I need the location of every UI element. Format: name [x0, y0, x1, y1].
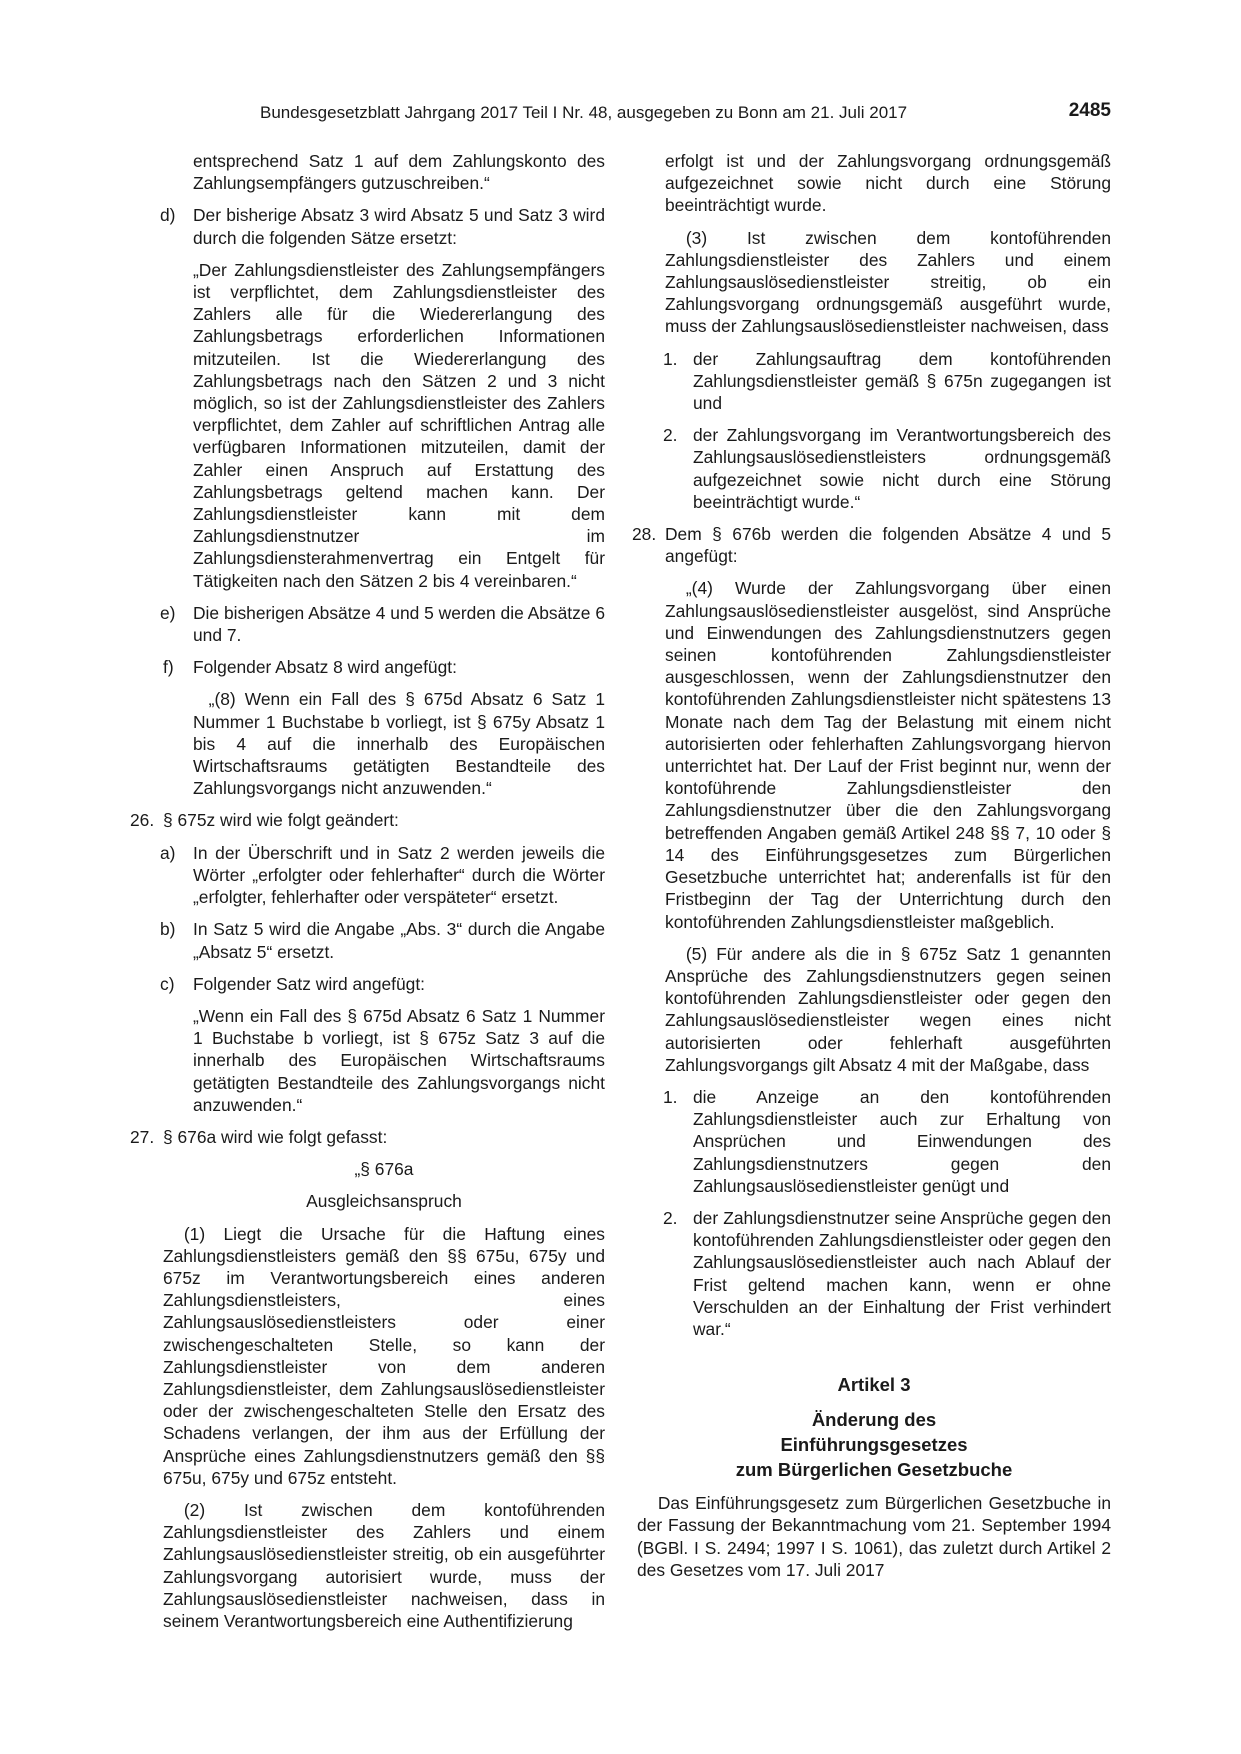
continued-text: erfolgt ist und der Zahlungsvorgang ordnungsgemäß aufgezeichnet sowie nicht durch eine Störung beeinträchtigt wurde.: [665, 151, 1111, 216]
left-column: [130, 150, 605, 1642]
item-label: b): [160, 919, 176, 940]
paragraph-5: (5) Für andere als die in § 675z Satz 1 genannten Ansprüche des Zahlungsdienstnutzers gegen seinen kontoführenden Zahlungsdienstleister oder gegen den Zahlungsauslösedienstleister wegen eines nicht autorisierten oder fehlerhaft ausgeführten Zahlungsvorgangs gilt Absatz 4 mit der Maßgabe, dass: [665, 943, 1111, 1075]
quoted-text: „(8) Wenn ein Fall des § 675d Absatz 6 Satz 1 Nummer 1 Buchstabe b vorliegt, ist § 675y Absatz 1 bis 4 auf die innerhalb des Europäischen Wirtschaftsraums getätigten Bestandteile des Zahlungsvorgangs nicht anzuwenden.“: [193, 689, 605, 799]
list-item-26a: [130, 842, 605, 909]
section-number: „§ 676a: [354, 1159, 414, 1180]
item-label: 26.: [130, 810, 155, 831]
quoted-text: „Wenn ein Fall des § 675d Absatz 6 Satz 1 Nummer 1 Buchstabe b vorliegt, ist § 675z Satz 3 auf die innerhalb des Europäischen Wirtschaftsraums getätigten Bestandteile des Zahlungsvorgangs nicht anzuwenden.“: [193, 1005, 605, 1115]
continued-text: entsprechend Satz 1 auf dem Zahlungskonto des Zahlungsempfängers gutzuschreiben.“: [193, 151, 605, 194]
item-label: e): [160, 602, 176, 623]
item-label: 28.: [632, 524, 657, 545]
list-item-d: [130, 204, 605, 248]
list-item-e: [130, 602, 605, 646]
item-label: 27.: [130, 1126, 155, 1147]
item-text: § 675z wird wie folgt geändert:: [163, 810, 399, 831]
item-text: Folgender Satz wird angefügt:: [193, 973, 426, 994]
article-heading-line-1: Änderung des: [811, 1409, 937, 1431]
item-label: f): [163, 657, 174, 678]
item-text: der Zahlungsdienstnutzer seine Ansprüche gegen den kontoführenden Zahlungsdienstleister oder gegen den Zahlungsauslösedienstleister auch nach Ablauf der Frist geltend machen kann, wenn er ohne Verschulden an der Einhaltung der Frist verhindert war.“: [693, 1207, 1111, 1339]
article-title: Artikel 3: [837, 1374, 911, 1396]
list-item-26: [130, 809, 605, 831]
list-item-3-1: [637, 348, 1111, 415]
list-item-5-1: [637, 1086, 1111, 1197]
paragraph-2: (2) Ist zwischen dem kontoführenden Zahlungsdienstleister des Zahlers und einem Zahlungsauslösedienstleister streitig, ob ein ausgeführter Zahlungsvorgang autorisiert wurde, muss der Zahlungsauslösedienstleister nachweisen, dass in seinem Verantwortungsbereich eine Authentifizierung: [163, 1499, 605, 1631]
article-heading-line-2: Einführungsgesetzes: [780, 1434, 968, 1456]
section-heading: Ausgleichsanspruch: [306, 1191, 462, 1212]
item-text: Folgender Absatz 8 wird angefügt:: [193, 657, 457, 678]
item-text: In der Überschrift und in Satz 2 werden jeweils die Wörter „erfolgter oder fehlerhafter“ durch die Wörter „erfolgter, fehlerhafter oder verspäteter“ ersetzt.: [193, 842, 605, 908]
quoted-text: „Der Zahlungsdienstleister des Zahlungsempfängers ist verpflichtet, dem Zahlungsdienstleister des Zahlers alle für die Wiedererlangung des Zahlungsbetrags erforderlichen Informationen mitzuteilen. Ist die Wiedererlangung des Zahlungsbetrags nach den Sätzen 2 und 3 nicht möglich, so ist der Zahlungsdienstleister des Zahlers verpflichtet, dem Zahler auf schriftlichen Antrag alle verfügbaren Informationen mitzuteilen, damit der Zahler einen Anspruch auf Erstattung des Zahlungsbetrags geltend machen kann. Der Zahlungsdienstleister kann mit dem Zahlungsdienstnutzer im Zahlungsdiensterahmenvertrag ein Entgelt für Tätigkeiten nach den Sätzen 2 bis 4 vereinbaren.“: [193, 259, 605, 591]
item-text: der Zahlungsvorgang im Verantwortungsbereich des Zahlungsauslösedienstleisters ordnungsgemäß aufgezeichnet sowie nicht durch eine Störung beeinträchtigt wurde.“: [693, 425, 1111, 512]
right-column: [632, 150, 1111, 1591]
article-heading-line-3: zum Bürgerlichen Gesetzbuche: [735, 1459, 1013, 1481]
article-text: Das Einführungsgesetz zum Bürgerlichen Gesetzbuche in der Fassung der Bekanntmachung vom 21. September 1994 (BGBl. I S. 2494; 1997 I S. 1061), das zuletzt durch Artikel 2 des Gesetzes vom 17. Juli 2017: [637, 1493, 1111, 1580]
item-label: 1.: [663, 1086, 678, 1107]
page-header: [260, 100, 1111, 126]
list-item-27: [130, 1126, 605, 1148]
paragraph-1: (1) Liegt die Ursache für die Haftung eines Zahlungsdienstleisters gemäß den §§ 675u, 675y und 675z im Verantwortungsbereich eines anderen Zahlungsdienstleisters, eines Zahlungsauslösedienstleisters oder einer zwischengeschalteten Stelle, so kann der Zahlungsdienstleister von dem anderen Zahlungsdienstleister, dem Zahlungsauslösedienstleister oder der zwischengeschalteten Stelle den Ersatz des Schadens verlangen, der ihm aus der Erfüllung der Ansprüche eines Zahlungsdienstnutzers gemäß den §§ 675u, 675y und 675z entsteht.: [163, 1223, 605, 1488]
paragraph-3: (3) Ist zwischen dem kontoführenden Zahlungsdienstleister des Zahlers und einem Zahlungsauslösedienstleister streitig, ob ein Zahlungsvorgang ordnungsgemäß ausgeführt wurde, muss der Zahlungsauslösedienstleister nachweisen, dass: [665, 227, 1111, 337]
item-text: Der bisherige Absatz 3 wird Absatz 5 und Satz 3 wird durch die folgenden Sätze ersetzt:: [193, 205, 605, 248]
item-text: Die bisherigen Absätze 4 und 5 werden die Absätze 6 und 7.: [193, 602, 605, 646]
item-text: § 676a wird wie folgt gefasst:: [163, 1126, 388, 1147]
quoted-text: „(4) Wurde der Zahlungsvorgang über einen Zahlungsauslösedienstleister ausgelöst, sind Ansprüche und Einwendungen des Zahlungsdienstnutzers gegen seinen kontoführenden Zahlungsdienstleister ausgeschlossen, wenn der Zahlungsdienstnutzer den kontoführenden Zahlungsdienstleister nicht spätestens 13 Monate nach dem Tag der Belastung mit einem nicht autorisierten oder fehlerhaften Zahlungsvorgang hiervon unterrichtet hat. Der Lauf der Frist beginnt nur, wenn der kontoführende Zahlungsdienstleister den Zahlungsdienstnutzer über die den Zahlungsvorgang betreffenden Angaben gemäß Artikel 248 §§ 7, 10 oder § 14 des Einführungsgesetzes zum Bürgerlichen Gesetzbuche unterrichtet hat; anderenfalls ist für den Fristbeginn der Tag der Unterrichtung durch den kontoführenden Zahlungsdienstleister maßgeblich.: [665, 578, 1111, 932]
list-item-28: [632, 523, 1111, 567]
list-item-3-2: [637, 424, 1111, 513]
item-text: In Satz 5 wird die Angabe „Abs. 3“ durch die Angabe „Absatz 5“ ersetzt.: [193, 919, 605, 962]
header-title: Bundesgesetzblatt Jahrgang 2017 Teil I Nr. 48, ausgegeben zu Bonn am 21. Juli 2017: [260, 103, 908, 122]
item-label: c): [160, 973, 175, 994]
list-item-f: [130, 656, 605, 678]
item-label: 2.: [663, 1207, 678, 1228]
list-item-5-2: [637, 1207, 1111, 1340]
item-label: d): [160, 205, 176, 226]
list-item-26c: [130, 973, 605, 995]
item-label: a): [160, 842, 176, 863]
item-text: der Zahlungsauftrag dem kontoführenden Zahlungsdienstleister gemäß § 675n zugegangen ist und: [693, 348, 1111, 414]
page-number: 2485: [1068, 100, 1111, 121]
item-label: 1.: [663, 348, 678, 369]
item-text: die Anzeige an den kontoführenden Zahlungsdienstleister auch zur Erhaltung von Ansprüchen und Einwendungen des Zahlungsdienstnutzers gegen den Zahlungsauslösedienstleister genügt und: [693, 1086, 1111, 1196]
item-label: 2.: [663, 425, 678, 446]
list-item-26b: [130, 918, 605, 962]
item-text: Dem § 676b werden die folgenden Absätze 4 und 5 angefügt:: [665, 524, 1111, 567]
